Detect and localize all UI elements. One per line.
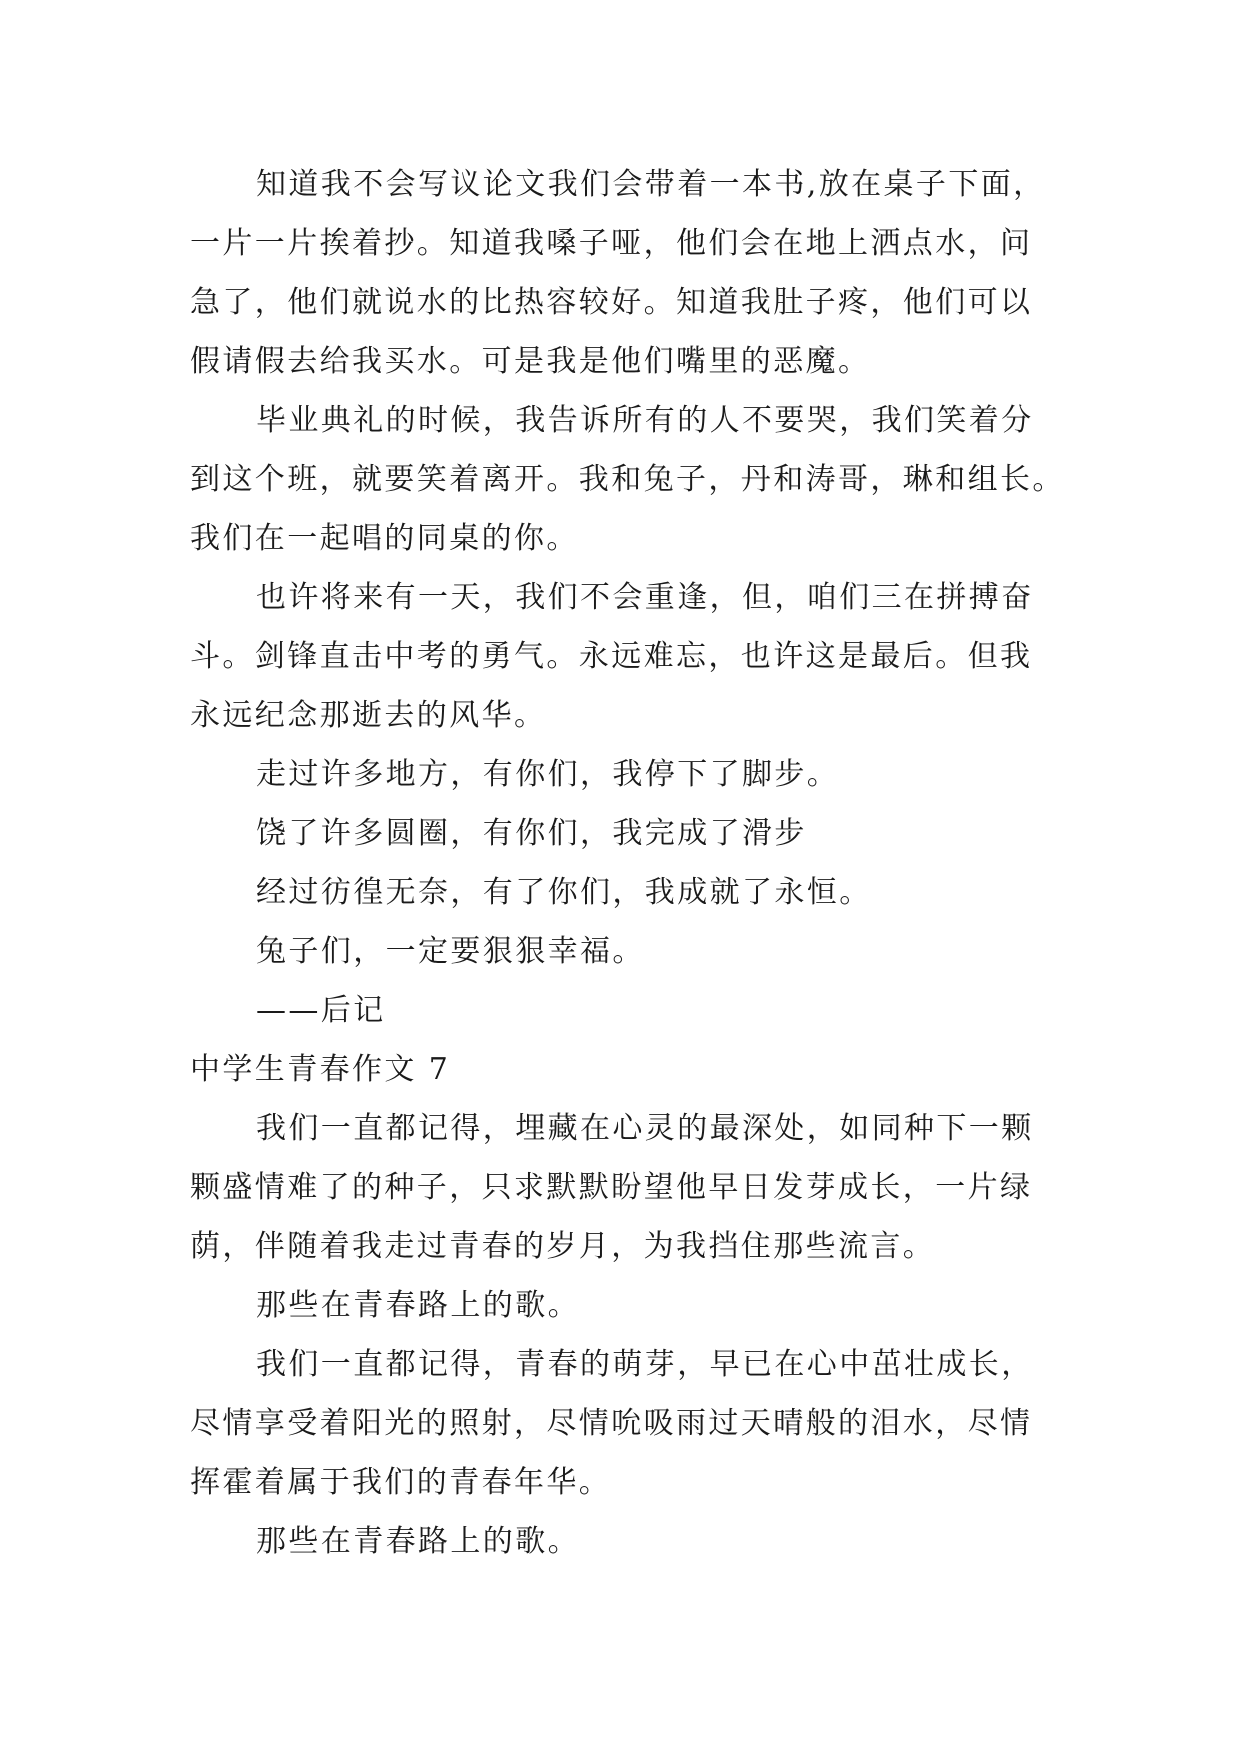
text-line: 荫，伴随着我走过青春的岁月，为我挡住那些流言。 [190, 1229, 936, 1264]
text-line: 我们在一起唱的同桌的你。 [190, 521, 579, 556]
text-line: 假请假去给我买水。可是我是他们嘴里的恶魔。 [190, 344, 871, 379]
text-line: 也许将来有一天，我们不会重逢，但，咱们三在拼搏奋 [256, 580, 1034, 615]
text-line: 走过许多地方，有你们，我停下了脚步。 [256, 757, 840, 792]
section-heading: 中学生青春作文 7 [190, 1052, 451, 1087]
text-line: 兔子们，一定要狠狠幸福。 [256, 934, 645, 969]
text-line: 我们一直都记得，埋藏在心灵的最深处，如同种下一颗 [256, 1111, 1034, 1146]
text-line: 那些在青春路上的歌。 [256, 1288, 580, 1323]
text-line: 经过彷徨无奈，有了你们，我成就了永恒。 [256, 875, 872, 910]
text-line: 我们一直都记得，青春的萌芽，早已在心中茁壮成长， [256, 1347, 1034, 1382]
text-line: 一片一片挨着抄。知道我嗓子哑，他们会在地上洒点水，问 [190, 226, 1033, 261]
text-line: 到这个班，就要笑着离开。我和兔子，丹和涛哥，琳和组长。 [190, 462, 1065, 497]
text-line: 颗盛情难了的种子，只求默默盼望他早日发芽成长，一片绿 [190, 1170, 1033, 1205]
text-line: 毕业典礼的时候，我告诉所有的人不要哭，我们笑着分 [256, 403, 1034, 438]
afterword-signature: ——后记 [256, 993, 386, 1028]
text-line: 急了，他们就说水的比热容较好。知道我肚子疼，他们可以 [190, 285, 1033, 320]
text-line: 饶了许多圆圈，有你们，我完成了滑步 [256, 816, 807, 851]
text-line: 那些在青春路上的歌。 [256, 1524, 580, 1559]
document-body [190, 155, 1090, 1571]
text-line: 知道我不会写议论文我们会带着一本书,放在桌子下面， [256, 167, 1046, 202]
text-line: 尽情享受着阳光的照射，尽情吮吸雨过天晴般的泪水，尽情 [190, 1406, 1033, 1441]
text-line: 永远纪念那逝去的风华。 [190, 698, 547, 733]
text-line: 挥霍着属于我们的青春年华。 [190, 1465, 612, 1500]
text-line: 斗。剑锋直击中考的勇气。永远难忘，也许这是最后。但我 [190, 639, 1033, 674]
